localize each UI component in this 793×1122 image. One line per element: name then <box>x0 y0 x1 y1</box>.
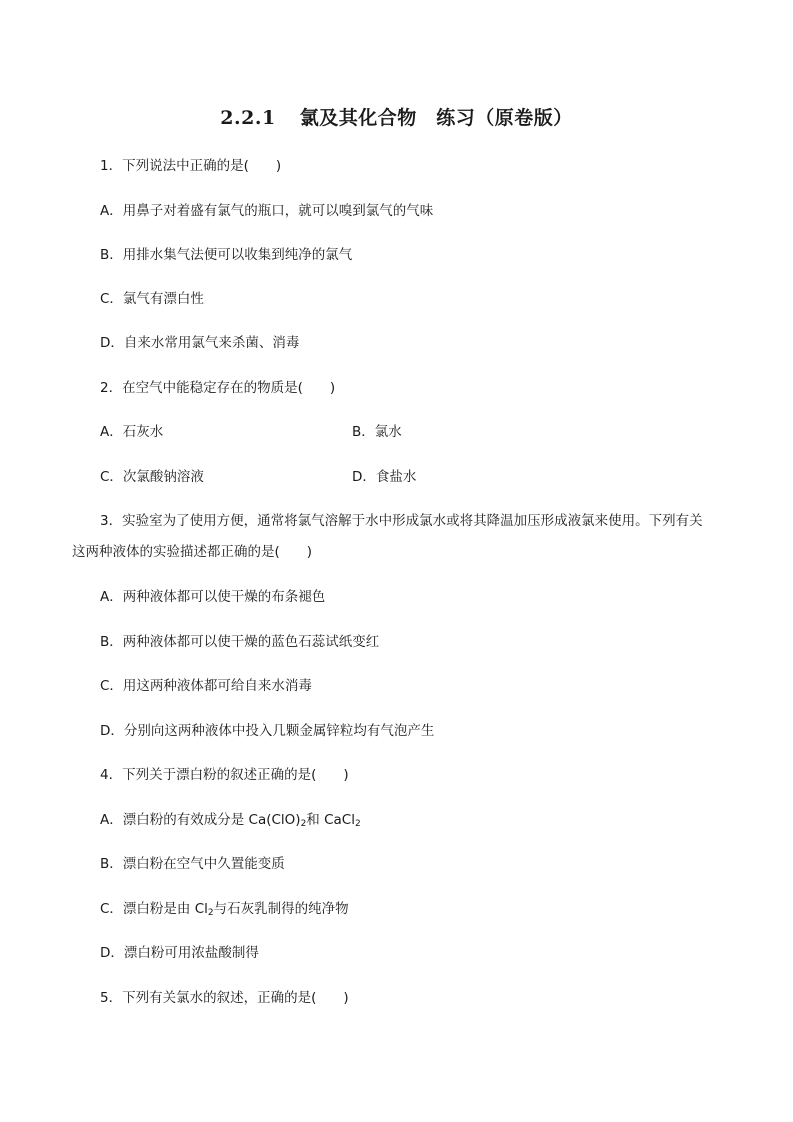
q2-option-a: A．石灰水 <box>100 424 164 440</box>
q3-stem-line1: 3．实验室为了使用方便，通常将氯气溶解于水中形成氯水或将其降温加压形成液氯来使用。下列有关 <box>100 513 703 529</box>
q4-option-d: D．漂白粉可用浓盐酸制得 <box>100 945 259 961</box>
section-number: 2.2.1 <box>220 107 276 129</box>
q1-option-a: A．用鼻子对着盛有氯气的瓶口，就可以嗅到氯气的气味 <box>100 203 434 219</box>
subscript: 2 <box>354 819 361 829</box>
q3-option-d: D．分别向这两种液体中投入几颗金属锌粒均有气泡产生 <box>100 723 435 739</box>
q3-stem-line2: 这两种液体的实验描述都正确的是( ) <box>72 544 313 560</box>
q3-option-c: C．用这两种液体都可给自来水消毒 <box>100 678 312 694</box>
q2-option-b: B．氯水 <box>352 424 402 440</box>
title-text: 氯及其化合物 练习（原卷版） <box>299 107 573 129</box>
q1-option-d: D．自来水常用氯气来杀菌、消毒 <box>100 335 300 351</box>
q1-stem: 1．下列说法中正确的是( ) <box>100 158 282 174</box>
q4-option-c-text: 与石灰乳制得的纯净物 <box>213 901 349 917</box>
q4-option-b: B．漂白粉在空气中久置能变质 <box>100 856 285 872</box>
q2-stem: 2．在空气中能稳定存在的物质是( ) <box>100 380 336 396</box>
q4-option-a <box>100 811 361 829</box>
q3-option-a: A．两种液体都可以使干燥的布条褪色 <box>100 589 326 605</box>
q2-option-d: D．食盐水 <box>352 469 417 485</box>
q3-option-b: B．两种液体都可以使干燥的蓝色石蕊试纸变红 <box>100 634 380 650</box>
q4-option-c-text: C．漂白粉是由 Cl <box>100 901 208 917</box>
q1-option-b: B．用排水集气法便可以收集到纯净的氯气 <box>100 247 353 263</box>
q5-stem: 5．下列有关氯水的叙述，正确的是( ) <box>100 990 349 1006</box>
q1-option-c: C．氯气有漂白性 <box>100 291 204 307</box>
subscript: 2 <box>207 908 214 918</box>
q4-option-a-text: 和 CaCl <box>306 812 355 828</box>
q4-option-a-text: A．漂白粉的有效成分是 Ca(ClO) <box>100 812 301 828</box>
page-title <box>0 103 793 130</box>
q4-option-c <box>100 900 349 918</box>
subscript: 2 <box>300 819 307 829</box>
q2-option-c: C．次氯酸钠溶液 <box>100 469 204 485</box>
q4-stem: 4．下列关于漂白粉的叙述正确的是( ) <box>100 767 349 783</box>
